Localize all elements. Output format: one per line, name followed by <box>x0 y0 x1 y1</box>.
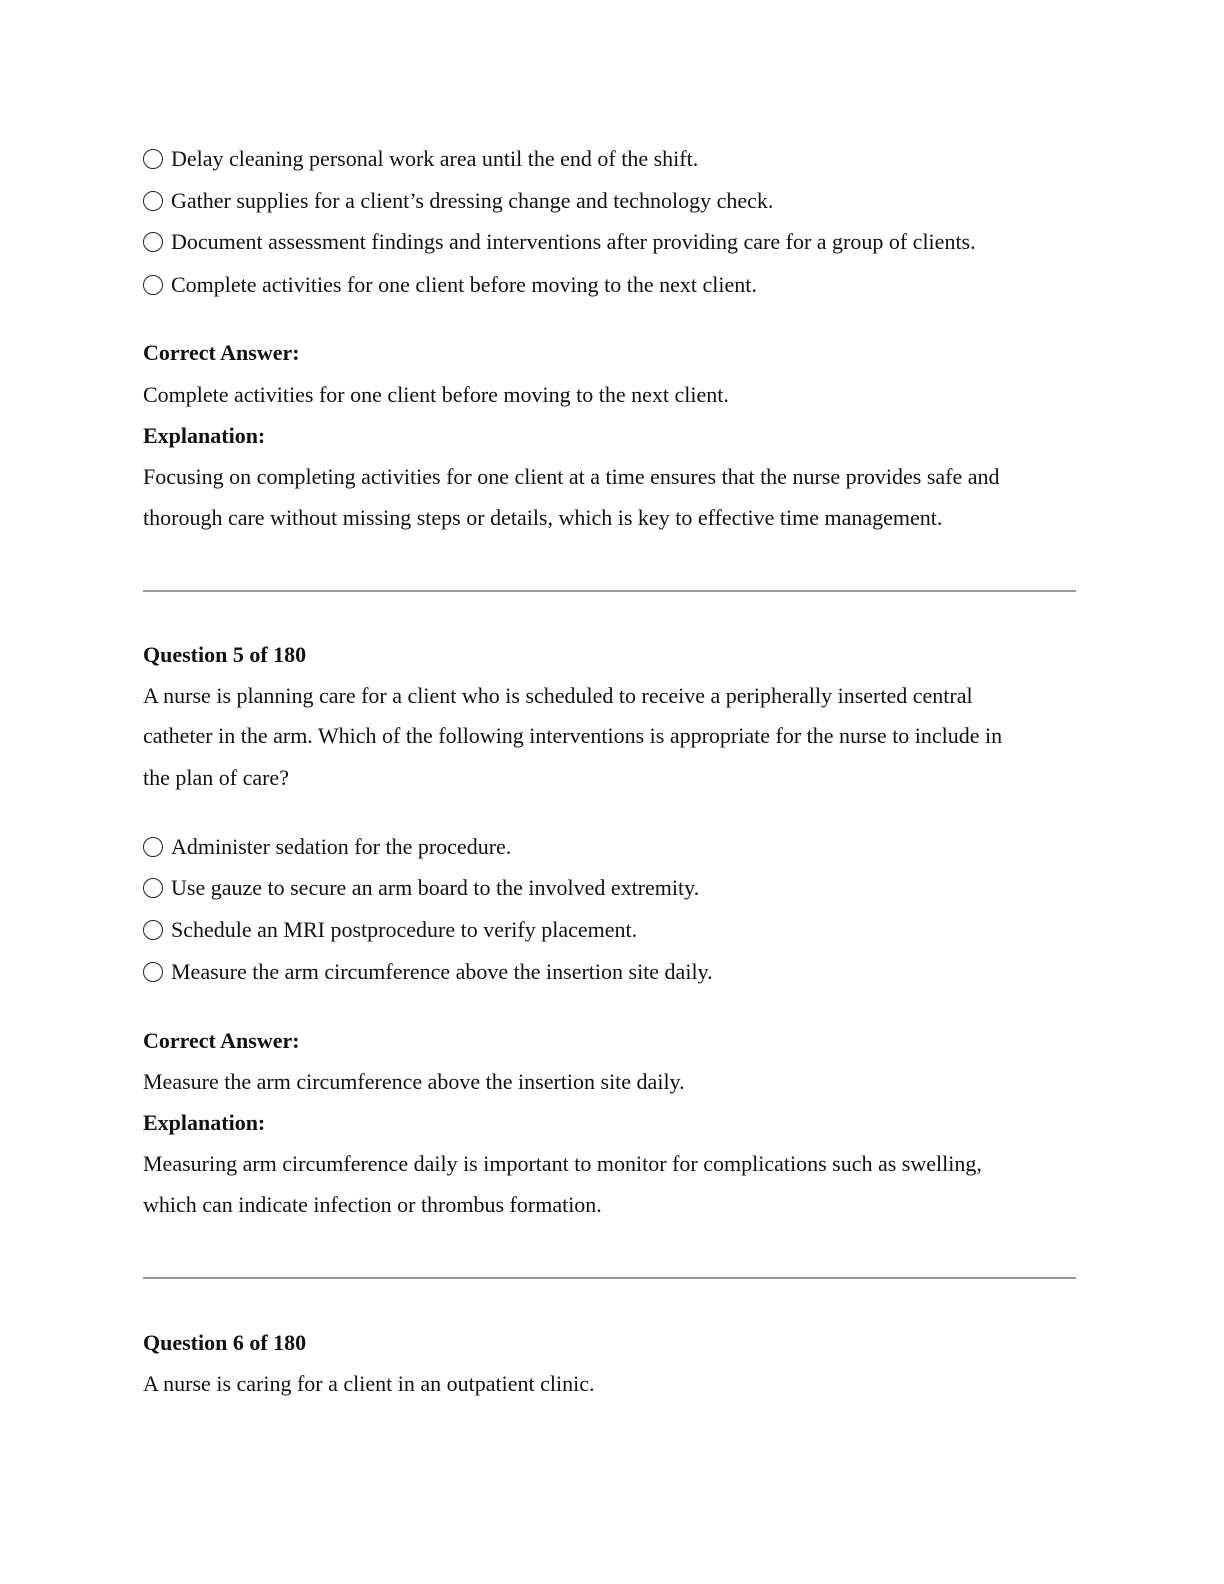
section-divider <box>143 1277 1076 1279</box>
answer-option[interactable] <box>143 145 698 173</box>
option-text: Measure the arm circumference above the insertion site daily. <box>171 959 713 984</box>
answer-option[interactable] <box>143 187 773 215</box>
correct-answer-text: Complete activities for one client before moving to the next client. <box>143 382 729 407</box>
answer-option[interactable] <box>143 228 976 256</box>
radio-circle-icon[interactable] <box>143 149 163 169</box>
question-heading: Question 6 of 180 <box>143 1330 307 1355</box>
explanation-text: Measuring arm circumference daily is important to monitor for complications such as swelling, <box>143 1151 982 1176</box>
answer-option[interactable] <box>143 958 713 986</box>
option-text: Gather supplies for a client’s dressing change and technology check. <box>171 188 774 213</box>
answer-option[interactable] <box>143 271 757 299</box>
question-stem: catheter in the arm. Which of the following interventions is appropriate for the nurse to include in <box>143 723 1003 748</box>
question-stem: the plan of care? <box>143 765 289 790</box>
explanation-text: thorough care without missing steps or details, which is key to effective time management. <box>143 505 943 530</box>
question-heading: Question 5 of 180 <box>143 642 307 667</box>
option-text: Use gauze to secure an arm board to the involved extremity. <box>171 875 700 900</box>
option-text: Delay cleaning personal work area until the end of the shift. <box>171 146 699 171</box>
option-text: Schedule an MRI postprocedure to verify placement. <box>171 917 638 942</box>
correct-answer-text: Measure the arm circumference above the insertion site daily. <box>143 1069 685 1094</box>
radio-circle-icon[interactable] <box>143 275 163 295</box>
option-text: Document assessment findings and interventions after providing care for a group of clients. <box>171 229 976 254</box>
answer-option[interactable] <box>143 874 699 902</box>
option-text: Administer sedation for the procedure. <box>171 834 512 859</box>
radio-circle-icon[interactable] <box>143 878 163 898</box>
radio-circle-icon[interactable] <box>143 837 163 857</box>
explanation-label: Explanation: <box>143 423 266 448</box>
option-text: Complete activities for one client before moving to the next client. <box>171 272 757 297</box>
radio-circle-icon[interactable] <box>143 920 163 940</box>
radio-circle-icon[interactable] <box>143 232 163 252</box>
section-divider <box>143 590 1076 592</box>
radio-circle-icon[interactable] <box>143 962 163 982</box>
explanation-text: which can indicate infection or thrombus formation. <box>143 1192 602 1217</box>
question-stem: A nurse is caring for a client in an outpatient clinic. <box>143 1371 595 1396</box>
answer-option[interactable] <box>143 916 637 944</box>
explanation-label: Explanation: <box>143 1110 266 1135</box>
question-stem: A nurse is planning care for a client who is scheduled to receive a peripherally inserted central <box>143 683 973 708</box>
answer-option[interactable] <box>143 833 511 861</box>
explanation-text: Focusing on completing activities for one client at a time ensures that the nurse provides safe and <box>143 464 1000 489</box>
correct-answer-label: Correct Answer: <box>143 1028 300 1053</box>
correct-answer-label: Correct Answer: <box>143 340 300 365</box>
radio-circle-icon[interactable] <box>143 191 163 211</box>
